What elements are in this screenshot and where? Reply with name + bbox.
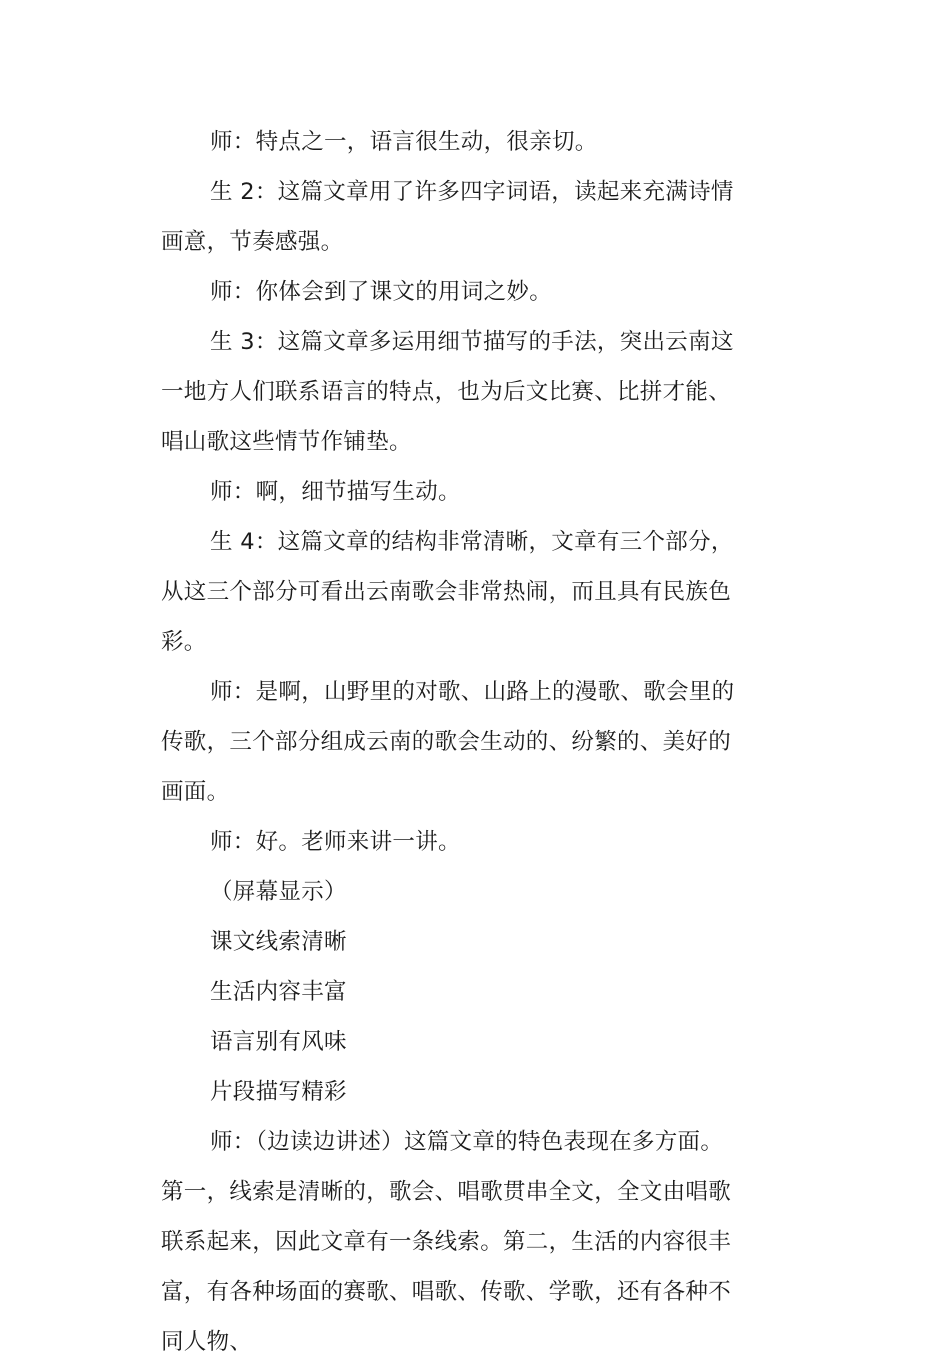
paragraph: 师：好。老师来讲一讲。 <box>210 829 461 855</box>
paragraph: 生 4：这篇文章的结构非常清晰，文章有三个部分，从这三个部分可看出云南歌会非常热闹，而且具有民族色彩。 <box>161 529 734 655</box>
screen-list-item: 生活内容丰富 <box>210 979 347 1005</box>
paragraph: 师：啊，细节描写生动。 <box>210 479 461 505</box>
paragraph: 师：你体会到了课文的用词之妙。 <box>210 279 553 305</box>
document-body <box>161 117 741 1367</box>
screen-display-note: （屏幕显示） <box>210 879 347 905</box>
paragraph: 生 2：这篇文章用了许多四字词语，读起来充满诗情画意，节奏感强。 <box>161 179 734 255</box>
screen-list-item: 语言别有风味 <box>210 1029 347 1055</box>
paragraph: 师：是啊，山野里的对歌、山路上的漫歌、歌会里的传歌，三个部分组成云南的歌会生动的、纷繁的、美好的画面。 <box>161 679 735 805</box>
paragraph: 师：特点之一，语言很生动，很亲切。 <box>210 129 598 155</box>
paragraph: 师：（边读边讲述）这篇文章的特色表现在多方面。第一，线索是清晰的，歌会、唱歌贯串全文，全文由唱歌联系起来，因此文章有一条线索。第二，生活的内容很丰富，有各种场面的赛歌、唱歌、传歌、学歌，还有各种不同人物、 <box>161 1129 732 1355</box>
paragraph: 生 3：这篇文章多运用细节描写的手法，突出云南这一地方人们联系语言的特点，也为后文比赛、比拼才能、唱山歌这些情节作铺垫。 <box>161 329 734 455</box>
screen-list-item: 课文线索清晰 <box>210 929 347 955</box>
screen-list-item: 片段描写精彩 <box>210 1079 347 1105</box>
